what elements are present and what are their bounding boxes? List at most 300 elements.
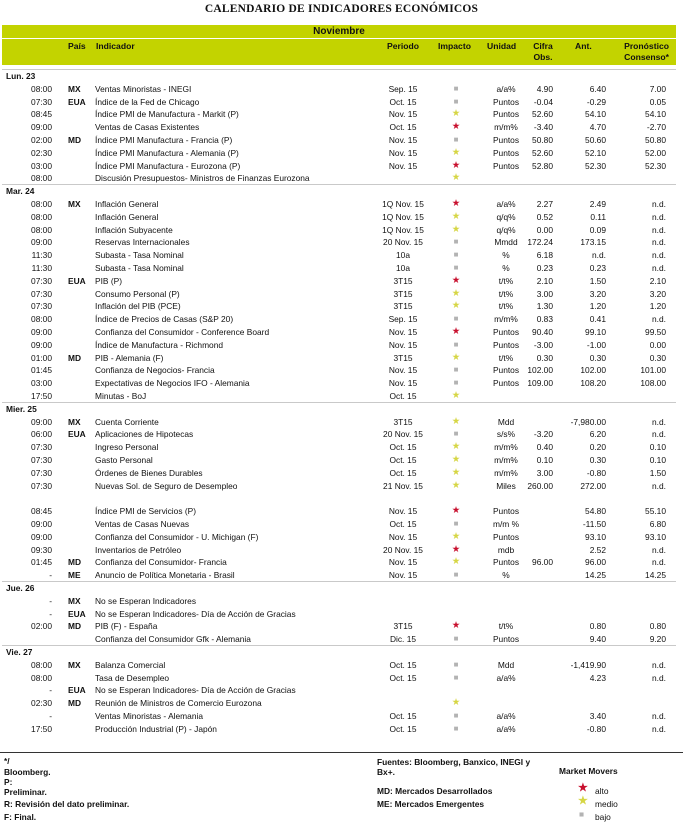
event-previous: -1,419.90 [570,659,606,670]
event-forecast: 1.50 [649,467,666,478]
event-unit: m/m% [494,455,518,465]
event-indicator: Balanza Comercial [95,659,166,670]
event-period: 3T15 [393,352,413,363]
table-row [0,416,683,428]
header-impact: Impacto [438,41,471,51]
event-forecast: 55.10 [645,506,666,517]
impact-high-star-icon: ★ [451,620,461,632]
table-row [0,544,683,556]
event-forecast: 108.00 [640,378,666,389]
star-high-icon: ★ [578,782,588,794]
impact-low-square-icon: ■ [453,723,459,733]
event-forecast: n.d. [652,416,666,427]
impact-low-square-icon: ■ [453,314,459,324]
table-row [0,134,683,146]
event-time: - [49,570,52,581]
event-previous: 173.15 [580,237,606,248]
event-period: 10a [396,263,410,273]
event-indicator: Reunión de Ministros de Comercio Eurozona [95,698,262,709]
impact-low-square-icon: ■ [453,519,459,528]
event-forecast: n.d. [652,557,666,568]
event-forecast: 101.00 [640,365,666,376]
event-time: 09:00 [31,122,52,133]
event-previous: -0.29 [586,96,606,107]
table-row [0,505,683,517]
event-unit: Mmdd [494,237,518,248]
event-time: 08:00 [31,211,52,222]
event-period: Dic. 15 [389,634,417,645]
table-row [0,211,683,223]
event-period: Sep. 15 [388,314,418,325]
impact-medium-star-icon: ★ [451,287,461,299]
event-time: - [49,595,52,606]
event-unit: m/m% [494,467,518,478]
event-indicator: Subasta - Tasa Nominal [95,250,184,261]
event-time: 09:00 [31,339,52,350]
event-previous: 108.20 [580,378,606,389]
table-row [0,300,683,312]
event-country: MX [68,595,81,606]
header-observed-line1: Cifra [533,41,553,51]
table-row [0,377,683,389]
event-previous: 93.10 [585,531,606,542]
event-indicator: Índice PMI Manufactura - Francia (P) [95,135,233,145]
event-period: Oct. 15 [389,711,417,721]
event-time: 08:00 [31,659,52,670]
event-observed: -3.20 [533,429,553,440]
event-forecast: 1.20 [649,301,666,312]
event-forecast: n.d. [652,250,666,261]
header-unit: Unidad [487,41,517,51]
event-observed: 0.23 [536,263,553,273]
event-previous: -1.00 [586,339,606,350]
event-unit: a/a% [496,723,516,734]
event-previous: 52.10 [585,147,606,158]
impact-low-square-icon: ■ [453,570,459,580]
day-label: Mier. 25 [6,403,37,414]
event-indicator: Inflación General [95,199,159,209]
event-unit: Puntos [492,531,520,542]
event-time: - [49,685,52,696]
legend-me: ME: Mercados Emergentes [377,799,485,809]
event-country: EUA [68,608,86,619]
event-previous: 0.23 [589,263,606,273]
footnote-6: F: Final. [4,812,37,822]
event-indicator: Aplicaciones de Hipotecas [95,429,194,440]
event-time: 03:00 [31,160,52,171]
event-period: 3T15 [393,416,413,427]
impact-medium-star-icon: ★ [451,108,461,120]
impact-low-square-icon: ■ [453,672,459,682]
event-time: 09:00 [31,237,52,248]
header-previous: Ant. [575,41,592,51]
event-indicator: Ventas Minoristas - INEGI [95,83,192,94]
event-unit: s/s% [496,429,516,440]
impact-medium-star-icon: ★ [451,415,461,427]
event-country: MD [68,698,82,709]
footnote-3: P: [4,777,13,787]
table-row [0,313,683,325]
event-time: 11:30 [31,263,52,273]
impact-medium-star-icon: ★ [451,172,461,184]
event-time: 08:00 [31,199,52,209]
event-previous: 272.00 [580,480,606,491]
impact-low-square-icon: ■ [453,263,459,272]
event-previous: 0.20 [589,442,606,453]
event-time: 07:30 [31,467,52,478]
footer-divider [0,752,683,753]
event-period: Sep. 15 [388,83,418,94]
event-unit: a/a% [496,672,516,683]
event-time: 07:30 [31,96,52,107]
event-previous: 0.41 [589,314,606,325]
event-forecast: n.d. [652,263,666,273]
impact-low-square-icon: ■ [453,83,459,93]
event-indicator: Índice de la Fed de Chicago [95,96,200,107]
event-forecast: n.d. [652,314,666,325]
table-row [0,467,683,479]
event-period: 20 Nov. 15 [383,237,423,248]
table-row [0,262,683,274]
table-row [0,352,683,364]
table-row [0,672,683,684]
event-forecast: 7.00 [649,83,666,94]
event-unit: Puntos [492,160,520,171]
event-previous: 0.30 [589,352,606,363]
event-time: 07:30 [31,442,52,453]
event-forecast: n.d. [652,544,666,555]
event-observed: 0.30 [536,352,553,363]
event-period: Nov. 15 [388,147,418,158]
event-observed: 3.00 [536,467,553,478]
footnote-1: */ [4,756,10,766]
event-unit: mdb [497,544,515,555]
event-time: 01:45 [31,365,52,376]
event-time: - [49,608,52,619]
event-indicator: Anuncio de Política Monetaria - Brasil [95,570,235,581]
table-row [0,236,683,248]
event-period: Nov. 15 [388,378,418,389]
event-previous: 50.60 [585,135,606,145]
event-unit: Puntos [492,109,520,120]
event-forecast: n.d. [652,224,666,235]
event-forecast: 6.80 [649,519,666,529]
table-row [0,441,683,453]
event-time: 06:00 [31,429,52,440]
event-unit: m/m % [492,519,520,529]
event-indicator: Nuevas Sol. de Seguro de Desempleo [95,480,238,491]
table-row [0,684,683,696]
event-unit: t/t% [498,288,514,299]
event-previous: 1.50 [589,275,606,286]
event-observed: 1.30 [536,301,553,312]
event-period: Oct. 15 [389,519,417,529]
event-indicator: Confianza del Consumidor- Francia [95,557,227,568]
event-forecast: 9.20 [649,634,666,645]
event-observed: 6.18 [536,250,553,261]
event-previous: 0.80 [589,621,606,632]
page-title: CALENDARIO DE INDICADORES ECONÓMICOS [204,3,479,15]
event-forecast: 99.50 [645,327,666,337]
event-indicator: Subasta - Tasa Nominal [95,263,184,273]
table-row [0,595,683,607]
event-period: Nov. 15 [388,135,418,145]
event-time: 02:00 [31,621,52,632]
event-time: 09:00 [31,531,52,542]
day-label: Lun. 23 [6,71,36,81]
event-forecast: n.d. [652,237,666,248]
event-unit: t/t% [498,621,514,632]
event-country: MX [68,199,81,209]
event-forecast: n.d. [652,659,666,670]
event-previous: 96.00 [585,557,606,568]
event-observed: 4.90 [536,83,553,94]
day-header [0,403,683,415]
event-time: 02:30 [31,147,52,158]
event-country: EUA [68,96,86,107]
event-forecast: 0.80 [649,621,666,632]
impact-low-square-icon: ■ [453,365,459,375]
event-country: EUA [68,429,86,440]
event-previous: 54.80 [585,506,606,517]
table-row [0,556,683,568]
event-period: Oct. 15 [389,672,417,683]
event-forecast: n.d. [652,211,666,222]
event-country: MD [68,135,82,145]
event-forecast: n.d. [652,429,666,440]
impact-medium-star-icon: ★ [451,530,461,542]
event-forecast: -2.70 [646,122,666,133]
event-period: 3T15 [393,275,413,286]
event-observed: 96.00 [532,557,553,568]
table-row [0,608,683,620]
event-time: 08:00 [31,173,52,184]
event-indicator: No se Esperan Indicadores- Día de Acción de Gracias [95,685,296,696]
table-row [0,480,683,492]
event-time: 11:30 [31,250,52,261]
event-previous: 3.20 [589,288,606,299]
event-unit: Puntos [492,557,520,568]
legend-md: MD: Mercados Desarrollados [377,786,493,796]
event-unit: Mdd [497,659,515,670]
table-row [0,96,683,108]
table-row [0,249,683,261]
event-indicator: Ventas de Casas Nuevas [95,519,190,529]
impact-low-square-icon: ■ [453,711,459,720]
event-time: 09:30 [31,544,52,555]
event-forecast: 14.25 [645,570,666,581]
table-row [0,364,683,376]
event-unit: q/q% [496,211,516,222]
event-period: Oct. 15 [389,455,417,465]
impact-low-square-icon: ■ [453,237,459,247]
event-forecast: n.d. [652,480,666,491]
event-indicator: Expectativas de Negocios IFO - Alemania [95,378,250,389]
event-observed: 102.00 [527,365,553,376]
impact-medium-star-icon: ★ [451,146,461,158]
event-forecast: 3.20 [649,288,666,299]
event-unit: Puntos [492,506,520,517]
event-country: EUA [68,275,86,286]
event-time: 17:50 [31,723,52,734]
table-row [0,83,683,95]
table-row [0,108,683,120]
event-previous: 0.30 [589,455,606,465]
impact-medium-star-icon: ★ [451,223,461,235]
impact-medium-star-icon: ★ [451,441,461,453]
event-indicator: Inventarios de Petróleo [95,544,182,555]
event-time: 07:30 [31,288,52,299]
event-forecast: n.d. [652,723,666,734]
event-time: - [49,711,52,721]
event-previous: 4.23 [589,672,606,683]
table-row [0,121,683,133]
event-country: EUA [68,685,86,696]
event-unit: t/t% [498,275,514,286]
event-observed: 0.00 [536,224,553,235]
day-header [0,185,683,197]
table-row [0,198,683,210]
event-indicator: Producción Industrial (P) - Japón [95,723,217,734]
event-period: Oct. 15 [389,391,417,401]
event-period: 3T15 [393,288,413,299]
event-unit: t/t% [498,301,514,312]
table-row [0,390,683,402]
event-unit: Mdd [497,416,515,427]
event-indicator: Inflación General [95,211,159,222]
impact-medium-star-icon: ★ [451,300,461,312]
impact-high-star-icon: ★ [451,159,461,171]
header-forecast-line2: Consenso* [624,52,669,62]
impact-low-square-icon: ■ [453,96,459,106]
event-unit: t/t% [498,352,514,363]
impact-medium-star-icon: ★ [451,479,461,491]
impact-low-square-icon: ■ [453,250,459,260]
event-forecast: 52.00 [645,147,666,158]
event-observed: -3.00 [533,339,553,350]
event-period: Nov. 15 [388,557,418,568]
event-previous: -0.80 [586,723,606,734]
event-previous: 6.40 [589,83,606,94]
event-previous: 0.09 [589,224,606,235]
event-indicator: Reservas Internacionales [95,237,190,248]
event-unit: % [502,250,510,261]
event-period: Nov. 15 [388,506,418,517]
legend-high-label: alto [595,786,609,796]
event-time: 08:00 [31,83,52,94]
impact-high-star-icon: ★ [451,274,461,286]
impact-low-square-icon: ■ [453,339,459,349]
event-previous: 2.52 [589,544,606,555]
impact-medium-star-icon: ★ [451,466,461,478]
event-time: 08:00 [31,672,52,683]
event-observed: 0.10 [536,455,553,465]
event-indicator: Órdenes de Bienes Durables [95,467,203,478]
event-period: Nov. 15 [388,570,418,581]
event-period: Nov. 15 [388,109,418,120]
month-banner: Noviembre [2,25,676,38]
event-unit: % [502,570,510,581]
legend-medium-label: medio [595,799,618,809]
event-unit: Puntos [492,147,520,158]
day-label: Vie. 27 [6,647,33,657]
event-observed: 52.60 [532,147,553,158]
event-time: 09:00 [31,327,52,337]
event-previous: 3.40 [589,711,606,721]
table-row [0,659,683,671]
event-time: 07:30 [31,275,52,286]
event-indicator: Gasto Personal [95,455,153,465]
event-time: 08:45 [31,506,52,517]
impact-medium-star-icon: ★ [451,697,461,709]
sources-line1: Fuentes: Bloomberg, Banxico, INEGI y [377,757,531,767]
impact-low-square-icon: ■ [453,659,459,669]
event-period: Nov. 15 [388,531,418,542]
event-indicator: Cuenta Corriente [95,416,159,427]
event-unit: a/a% [496,83,516,94]
event-previous: 6.20 [589,429,606,440]
event-observed: 172.24 [527,237,553,248]
event-previous: 9.40 [589,634,606,645]
event-period: Oct. 15 [389,96,417,107]
event-previous: 14.25 [585,570,606,581]
event-forecast: 93.10 [645,531,666,542]
footnote-2: Bloomberg. [4,767,51,777]
header-indicator: Indicador [96,41,135,51]
table-row [0,224,683,236]
event-unit: Puntos [492,96,520,107]
event-indicator: Ventas de Casas Existentes [95,122,200,133]
day-header [0,70,683,82]
impact-medium-star-icon: ★ [451,454,461,465]
header-observed-line2: Obs. [533,52,553,62]
event-indicator: Índice de Manufactura - Richmond [95,339,224,350]
event-period: Nov. 15 [388,339,418,350]
table-row [0,697,683,709]
event-observed: 50.80 [532,135,553,145]
impact-high-star-icon: ★ [451,505,461,517]
event-time: 09:00 [31,519,52,529]
table-row [0,147,683,159]
header-period: Periodo [387,41,419,51]
event-period: Nov. 15 [388,365,418,376]
event-country: MD [68,621,82,632]
event-country: MX [68,416,81,427]
table-row [0,288,683,300]
impact-medium-star-icon: ★ [451,556,461,568]
event-indicator: Confianza del Consumidor - U. Michigan (F) [95,531,259,542]
event-indicator: Tasa de Desempleo [95,672,170,683]
event-period: 3T15 [393,301,413,312]
header-country: País [68,41,86,51]
footnote-5: R: Revisión del dato preliminar. [4,799,130,809]
event-period: Nov. 15 [388,160,418,171]
header-forecast-line1: Pronóstico [624,41,669,51]
event-observed: 52.60 [532,109,553,120]
event-observed: 90.40 [532,327,553,337]
event-time: 07:30 [31,301,52,312]
table-row [0,620,683,632]
event-period: 21 Nov. 15 [383,480,423,491]
event-period: 1Q Nov. 15 [382,224,424,235]
event-unit: a/a% [496,199,516,209]
event-forecast: 0.30 [649,352,666,363]
event-observed: 0.40 [536,442,553,453]
table-row [0,172,683,184]
event-observed: 2.27 [536,199,553,209]
table-row [0,275,683,287]
day-label: Mar. 24 [6,186,35,197]
